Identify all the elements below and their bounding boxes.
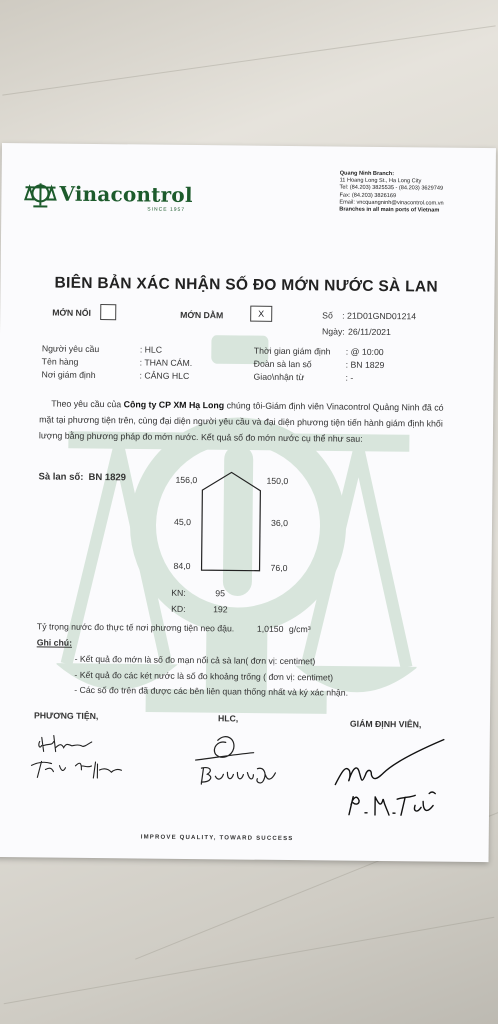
barge-diagram — [198, 470, 265, 573]
signature-hlc — [191, 730, 282, 789]
draft-mid-right: 36,0 — [270, 517, 289, 529]
so-value: : 21D01GND01214 — [342, 310, 417, 322]
company-name: Công ty CP XM Hạ Long — [123, 399, 225, 411]
footer-slogan: IMPROVE QUALITY, TOWARD SUCCESS — [140, 834, 294, 843]
field-delivery-value: : - — [345, 372, 354, 383]
field-place-value: : CẢNG HLC — [139, 370, 190, 381]
density-text: Tỷ trọng nước đo thực tế nơi phương tiện neo đậu. — [36, 621, 235, 634]
signature-vessel-title: PHƯƠNG TIỆN, — [33, 710, 99, 722]
draft-forward-left: 156,0 — [175, 474, 198, 486]
branch-title: Quang Ninh Branch: — [339, 170, 395, 178]
branch-email: Email: vncquangninh@vinacontrol.com.vn — [339, 199, 444, 207]
barge-value: BN 1829 — [88, 471, 127, 484]
kn-label: KN: — [171, 587, 186, 598]
floor-tile-line — [4, 917, 495, 1004]
note-item: - Kết quả đo mớn là số đo mạn nổi cả sà lan( đơn vị: centimet) — [74, 653, 316, 667]
field-time-value: : @ 10:00 — [345, 346, 384, 358]
kd-value: 192 — [213, 604, 228, 615]
signature-hlc-title: HLC, — [217, 713, 239, 724]
branch-info — [339, 171, 444, 215]
field-goods-value: : THAN CÁM. — [139, 357, 193, 369]
field-fleet-label: Đoàn sà lan số — [253, 358, 312, 370]
branch-tel: Tel: (84.203) 3825535 - (84.203) 3629749 — [339, 184, 444, 193]
field-place-label: Nơi giám định — [41, 369, 96, 380]
branch-network: Branches in all main ports of Vietnam — [339, 206, 440, 214]
kn-value: 95 — [215, 588, 226, 599]
density-unit: g/cm³ — [288, 624, 311, 635]
barge-label: Sà lan số: — [38, 471, 84, 483]
ngay-label: Ngày: — [321, 326, 345, 337]
signature-vessel — [25, 731, 136, 782]
draft-mid-left: 45,0 — [173, 516, 192, 527]
draft-forward-right: 150,0 — [266, 475, 289, 487]
so-label: Số — [322, 310, 333, 321]
note-item: - Các số đo trên đã được các bên liên quan thống nhất và ký xác nhận. — [74, 684, 349, 698]
notes-title: Ghi chú: — [36, 637, 73, 648]
draft-aft-right: 76,0 — [270, 562, 288, 574]
ngay-value: 26/11/2021 — [347, 326, 391, 338]
signature-surveyor — [331, 734, 462, 819]
field-goods-label: Tên hàng — [41, 356, 79, 367]
document-page — [0, 143, 496, 862]
document-title: BIÊN BẢN XÁC NHẬN SỐ ĐO MỚN NƯỚC SÀ LAN — [54, 274, 439, 296]
note-item: - Kết quả đo các két nước là số đo khoảng trống ( đơn vị: centimet) — [74, 669, 334, 683]
mon-noi-checkbox — [100, 304, 116, 320]
floor-tile-line — [2, 25, 495, 95]
field-requester-label: Người yêu cầu — [41, 343, 100, 355]
kd-label: KD: — [171, 603, 186, 614]
field-requester-value: : HLC — [139, 344, 163, 355]
field-time-label: Thời gian giám định — [253, 345, 331, 357]
signature-surveyor-title: GIÁM ĐỊNH VIÊN, — [349, 718, 422, 730]
field-fleet-value: : BN 1829 — [345, 359, 385, 371]
draft-aft-left: 84,0 — [173, 560, 191, 571]
intro-paragraph: Theo yêu cầu của Công ty CP XM Hạ Long chúng tôi-Giám định viên Vinacontrol Quảng Ninh đã có mặt tại phương tiện trên, cùng đại diện người yêu cầu và đại diện phương tiện tiến hành giám định khối lượng bằng phương pháp đo mớn nước. Kết quả số đo mớn nước cụ thể như sau: — [38, 398, 444, 444]
branch-fax: Fax: (84.203) 3826169 — [339, 192, 397, 199]
mon-dam-checkbox: X — [250, 306, 272, 322]
field-delivery-label: Giao\nhận từ — [253, 371, 305, 383]
branch-address: 11 Hoang Long St., Ha Long City — [339, 177, 422, 185]
vinacontrol-logo-icon — [23, 179, 57, 209]
logo-name: Vinacontrol — [59, 181, 193, 207]
density-value: 1,0150 — [256, 623, 284, 634]
mon-noi-label: MỚN NỔI — [52, 307, 92, 318]
logo-since: SINCE 1957 — [147, 206, 186, 213]
mon-dam-label: MỚN DẰM — [180, 309, 224, 321]
